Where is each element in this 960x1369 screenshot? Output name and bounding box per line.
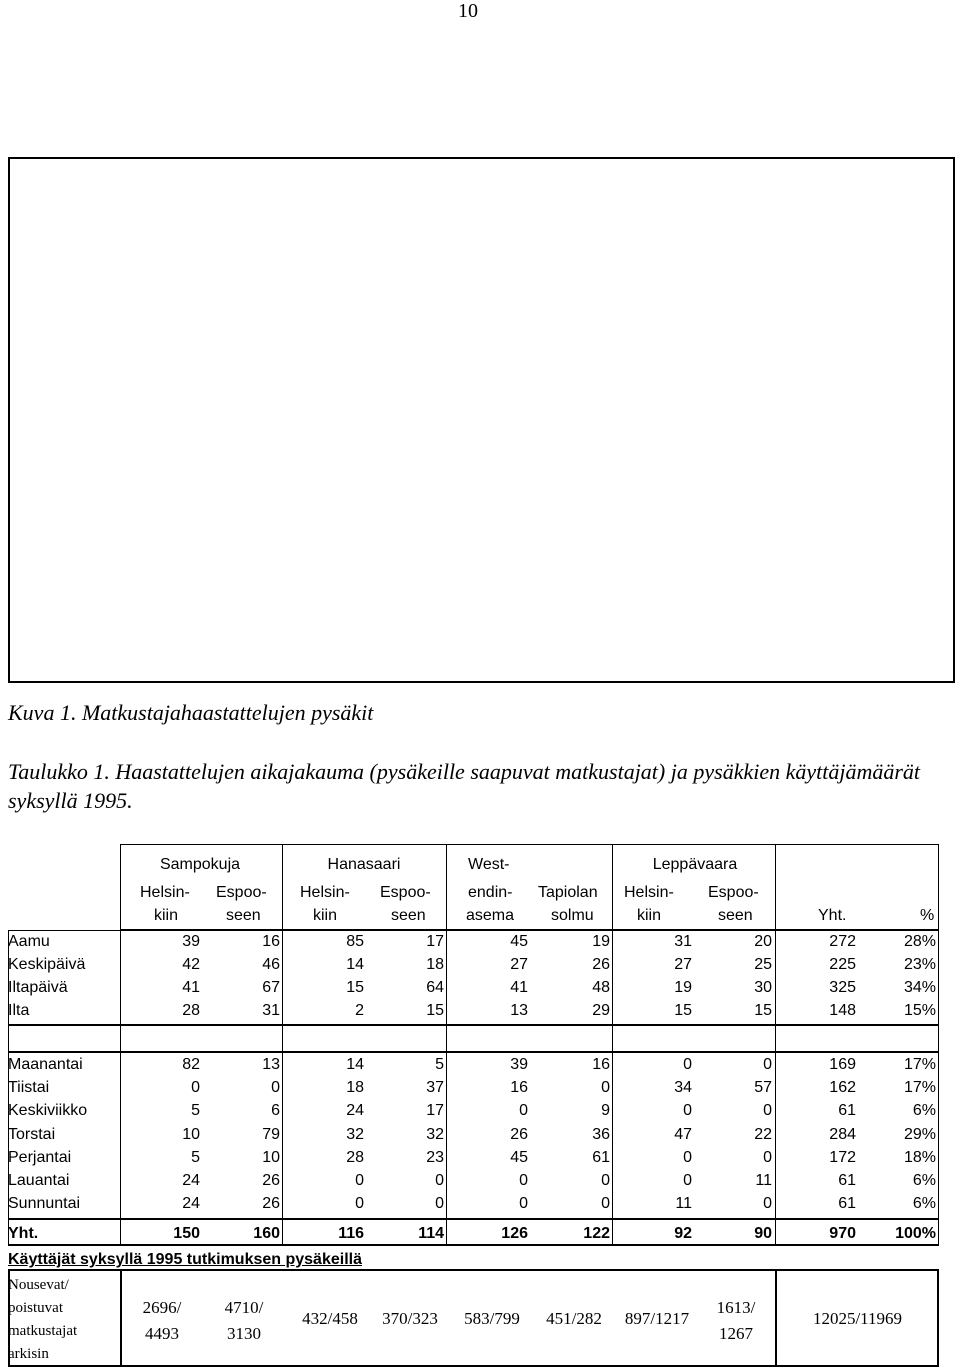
table-cell: 9 [601,1102,610,1119]
table-cell: 19 [674,979,692,996]
col-line [282,844,283,1245]
row-label: Yht. [8,1225,39,1242]
table-cell: 92 [674,1225,692,1242]
users-col-line [775,1269,777,1367]
table-cell: 150 [173,1225,200,1242]
table-cell: 23 [426,1149,444,1166]
table-cell: 18 [346,1079,364,1096]
group-sampokuja: Sampokuja [159,856,241,873]
table-cell: 61 [838,1172,856,1189]
table-cell: 11 [675,1195,692,1212]
table-cell: 61 [838,1102,856,1119]
table-cell: 0 [355,1172,364,1189]
hdr-seen-2: seen [391,907,426,924]
table-cell: 16 [262,933,280,950]
table-cell: 0 [519,1172,528,1189]
table-cell: 41 [182,979,200,996]
hdr-asema: asema [466,907,515,924]
figure-frame [8,157,955,683]
table-cell: 2 [355,1002,364,1019]
row-label: Tiistai [8,1079,50,1096]
hdr-helsinkiin-1: Helsin- [140,884,190,901]
row-label: Torstai [8,1126,56,1143]
total-rule [8,1218,939,1220]
table-cell: 0 [355,1195,364,1212]
table-cell: 17 [426,1102,444,1119]
table-cell: 100% [895,1225,936,1242]
table-cell: 18 [426,956,444,973]
table-cell: 37 [426,1079,444,1096]
table-cell: 0 [763,1102,772,1119]
hdr-espooseen-3: Espoo- [708,884,759,901]
users-hanasaari: 432/458 [302,1309,358,1328]
table-cell: 19 [592,933,610,950]
table-cell: 0 [763,1149,772,1166]
table-cell: 284 [829,1126,856,1143]
table-cell: 970 [829,1225,856,1242]
hdr-kiin-2: kiin [313,907,338,924]
table-cell: 26 [262,1195,280,1212]
table-cell: 64 [426,979,444,996]
table-cell: 0 [601,1195,610,1212]
table-cell: 61 [838,1195,856,1212]
row-label: Perjantai [8,1149,72,1166]
table-cell: 15% [903,1002,936,1019]
table-cell: 13 [262,1056,280,1073]
total-bottom-rule [8,1244,939,1246]
table-cell: 20 [754,933,772,950]
table-cell: 272 [829,933,856,950]
table-cell: 27 [510,956,528,973]
table-cell: 48 [592,979,610,996]
users-label-line: arkisin [8,1346,49,1362]
users-label-line: poistuvat [8,1300,63,1316]
hdr-kiin-3: kiin [637,907,662,924]
users-col-line [120,1269,122,1367]
table-cell: 122 [583,1225,610,1242]
table-cell: 0 [519,1195,528,1212]
hdr-percent: % [920,907,935,924]
table-cell: 0 [435,1195,444,1212]
users-value-line: 3130 [227,1324,261,1343]
users-sampokuja-hki [130,1295,194,1347]
row-label: Aamu [8,933,50,950]
table-cell: 325 [829,979,856,996]
table-cell: 79 [262,1126,280,1143]
table-cell: 18% [903,1149,936,1166]
table-cell: 45 [510,933,528,950]
table-cell: 34 [674,1079,692,1096]
table-cell: 6% [912,1172,936,1189]
users-leppavaara-hki: 451/282 [546,1309,602,1328]
row-label: Ilta [8,1002,30,1019]
separator-row [8,1025,939,1052]
table-cell: 6 [271,1102,280,1119]
users-extra [704,1295,768,1347]
page-number: 10 [458,0,478,22]
table-cell: 90 [754,1225,772,1242]
table-cell: 32 [426,1126,444,1143]
users-label-line: matkustajat [8,1323,78,1339]
figure-caption: Kuva 1. Matkustajahaastattelujen pysäkit [8,700,374,725]
table-cell: 13 [510,1002,528,1019]
users-value-line: 4710/ [224,1298,264,1317]
col-line [612,844,613,1245]
table-cell: 39 [182,933,200,950]
table-cell: 28 [182,1002,200,1019]
table-cell: 0 [683,1056,692,1073]
table-cell: 26 [262,1172,280,1189]
users-value-line: 1267 [719,1324,753,1343]
table-cell: 36 [592,1126,610,1143]
table-cell: 41 [510,979,528,996]
row-label: Iltapäivä [8,979,68,996]
table-cell: 26 [592,956,610,973]
table-cell: 225 [829,956,856,973]
hdr-helsinkiin-2: Helsin- [300,884,350,901]
table-cell: 14 [346,956,364,973]
group-westend: West- [468,856,510,873]
table-cell: 5 [435,1056,444,1073]
table-cell: 45 [510,1149,528,1166]
hdr-solmu: solmu [551,907,594,924]
table-cell: 29% [903,1126,936,1143]
table-cell: 47 [674,1126,692,1143]
table-cell: 5 [191,1149,200,1166]
table-cell: 0 [683,1149,692,1166]
table-cell: 6% [912,1102,936,1119]
table-cell: 0 [763,1056,772,1073]
table-cell: 10 [262,1149,280,1166]
table-cell: 17% [903,1056,936,1073]
table-cell: 22 [754,1126,772,1143]
table-cell: 0 [763,1195,772,1212]
table-cell: 57 [754,1079,772,1096]
table-cell: 27 [674,956,692,973]
users-sampokuja-esp [212,1295,276,1347]
table-cell: 17% [903,1079,936,1096]
table-cell: 16 [592,1056,610,1073]
table-cell: 31 [262,1002,280,1019]
table-cell: 116 [338,1225,364,1242]
table-cell: 29 [592,1002,610,1019]
table-cell: 11 [755,1172,772,1189]
table-cell: 148 [829,1002,856,1019]
table-cell: 32 [346,1126,364,1143]
table-cell: 169 [829,1056,856,1073]
users-row-label [8,1274,77,1366]
hdr-kiin-1: kiin [154,907,179,924]
table-cell: 34% [903,979,936,996]
table-cell: 31 [674,933,692,950]
table-cell: 162 [829,1079,856,1096]
hdr-espooseen-2: Espoo- [380,884,431,901]
table-cell: 28 [346,1149,364,1166]
table-cell: 114 [418,1225,444,1242]
table-cell: 160 [253,1225,280,1242]
col-line [446,844,447,1245]
table-cell: 46 [262,956,280,973]
col-line [120,844,121,1245]
table-cell: 0 [601,1172,610,1189]
users-value-line: 1613/ [716,1298,756,1317]
table-cell: 126 [501,1225,528,1242]
table-cell: 0 [191,1079,200,1096]
users-title: Käyttäjät syksyllä 1995 tutkimuksen pysäkeillä [8,1251,362,1268]
table-cell: 24 [346,1102,364,1119]
table-cell: 172 [829,1149,856,1166]
table-cell: 25 [754,956,772,973]
hdr-espooseen-1: Espoo- [216,884,267,901]
table-cell: 23% [903,956,936,973]
users-value-line: 4493 [145,1324,179,1343]
row-label: Keskiviikko [8,1102,88,1119]
table-cell: 16 [510,1079,528,1096]
hdr-seen-1: seen [226,907,261,924]
table-cell: 28% [903,933,936,950]
table-cell: 0 [683,1102,692,1119]
hdr-seen-3: seen [718,907,753,924]
table-cell: 0 [683,1172,692,1189]
users-leppavaara-esp: 897/1217 [624,1309,690,1328]
table-cell: 0 [519,1102,528,1119]
table-cell: 61 [592,1149,610,1166]
hdr-helsinkiin-3: Helsin- [624,884,674,901]
group-hanasaari: Hanasaari [327,856,401,873]
hdr-westend: endin- [468,884,513,901]
table-caption: Taulukko 1. Haastattelujen aikajakauma (pysäkeille saapuvat matkustajat) ja pysäkkien käyttäjämäärät syksyllä 1995. [8,759,921,813]
table-cell: 24 [182,1172,200,1189]
row-label: Maanantai [8,1056,83,1073]
hdr-tapiolan: Tapiolan [538,884,598,901]
users-value-line: 2696/ [142,1298,182,1317]
hdr-yht: Yht. [818,907,847,924]
table-cell: 6% [912,1195,936,1212]
table-cell: 30 [754,979,772,996]
table-cell: 42 [182,956,200,973]
row-label: Keskipäivä [8,956,86,973]
table-cell: 10 [182,1126,200,1143]
table-cell: 0 [435,1172,444,1189]
users-westend: 370/323 [382,1309,438,1328]
table-cell: 0 [601,1079,610,1096]
users-tapiola: 583/799 [464,1309,520,1328]
users-label-line: Nousevat/ [8,1277,69,1293]
table-cell: 67 [262,979,280,996]
table-cell: 5 [191,1102,200,1119]
col-line [775,844,776,1245]
table-cell: 26 [510,1126,528,1143]
table-cell: 39 [510,1056,528,1073]
table-cell: 82 [182,1056,200,1073]
table-cell: 17 [426,933,444,950]
table-cell: 85 [346,933,364,950]
table-cell: 15 [346,979,364,996]
table-cell: 15 [426,1002,444,1019]
table-cell: 15 [754,1002,772,1019]
table-cell: 15 [674,1002,692,1019]
group-leppavaara: Leppävaara [652,856,738,873]
table-cell: 24 [182,1195,200,1212]
table-cell: 14 [346,1056,364,1073]
table-cell: 0 [271,1079,280,1096]
users-total: 12025/11969 [812,1309,903,1328]
row-label: Sunnuntai [8,1195,81,1212]
row-label: Lauantai [8,1172,70,1189]
